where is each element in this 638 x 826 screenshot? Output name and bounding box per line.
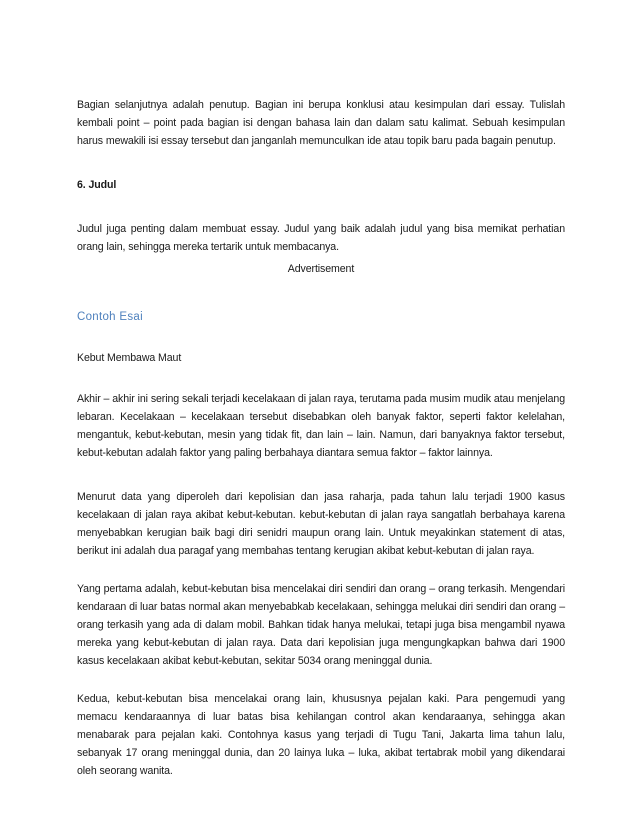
essay-paragraph-3: Yang pertama adalah, kebut-kebutan bisa mencelakai diri sendiri dan orang – orang terkasih. Mengendari kendaraan di luar batas normal akan menyebabkab kecelakaan, sehingga melukai diri sendiri dan orang – orang terkasih yang ada di dalam mobil. Bahkan tidak hanya melukai, tetapi juga bisa mengambil nyawa mereka yang kebut-kebutan di jalan raya. Data dari kepolisian juga mengungkapkan bahwa dari 1900 kasus kecelakaan akibat kebut-kebutan, sekitar 5034 orang meninggal dunia. — [77, 583, 565, 667]
section-heading-contoh-esai: Contoh Esai — [77, 311, 143, 323]
essay-paragraph-1: Akhir – akhir ini sering sekali terjadi kecelakaan di jalan raya, terutama pada musim mudik atau menjelang lebaran. Kecelakaan – kecelakaan tersebut disebabkan oleh banyak faktor, seperti faktor kelelahan, mengantuk, kebut-kebutan, mesin yang tidak fit, dan lain – lain. Namun, dari banyaknya faktor tersebut, kebut-kebutan adalah faktor yang paling berbahaya diantara semua faktor – faktor lainnya. — [77, 393, 565, 459]
paragraph-penutup: Bagian selanjutnya adalah penutup. Bagian ini berupa konklusi atau kesimpulan dari essay. Tulislah kembali point – point pada bagian isi dengan bahasa lain dan dalam satu kalimat. Sebuah kesimpulan harus mewakili isi essay tersebut dan janganlah memunculkan ide atau topik baru pada bagain penutup. — [77, 99, 565, 147]
advertisement-label: Advertisement — [287, 263, 355, 275]
paragraph-judul: Judul juga penting dalam membuat essay. Judul yang baik adalah judul yang bisa memikat perhatian orang lain, sehingga mereka tertarik untuk membacanya. — [77, 223, 565, 253]
essay-paragraph-4: Kedua, kebut-kebutan bisa mencelakai orang lain, khususnya pejalan kaki. Para pengemudi yang memacu kendaraannya di luar batas bisa kehilangan control akan kendaraanya, sehingga akan menabarak para pejalan kaki. Contohnya kasus yang terjadi di Tugu Tani, Jakarta lima tahun lalu, sebanyak 17 orang meninggal dunia, dan 20 lainya luka – luka, akibat tertabrak mobil yang dikendarai oleh seorang wanita. — [77, 693, 565, 777]
essay-paragraph-2: Menurut data yang diperoleh dari kepolisian dan jasa raharja, pada tahun lalu terjadi 1900 kasus kecelakaan di jalan raya akibat kebut-kebutan. kebut-kebutan di jalan raya sangatlah berbahaya karena menyebabkan kerugian baik bagi diri senidri maupun orang lain. Untuk meyakinkan statement di atas, berikut ini adalah dua paragaf yang membahas tentang kerugian akibat kebut-kebutan di jalan raya. — [77, 491, 565, 557]
section-heading-judul: 6. Judul — [77, 179, 117, 191]
essay-title: Kebut Membawa Maut — [77, 352, 182, 364]
